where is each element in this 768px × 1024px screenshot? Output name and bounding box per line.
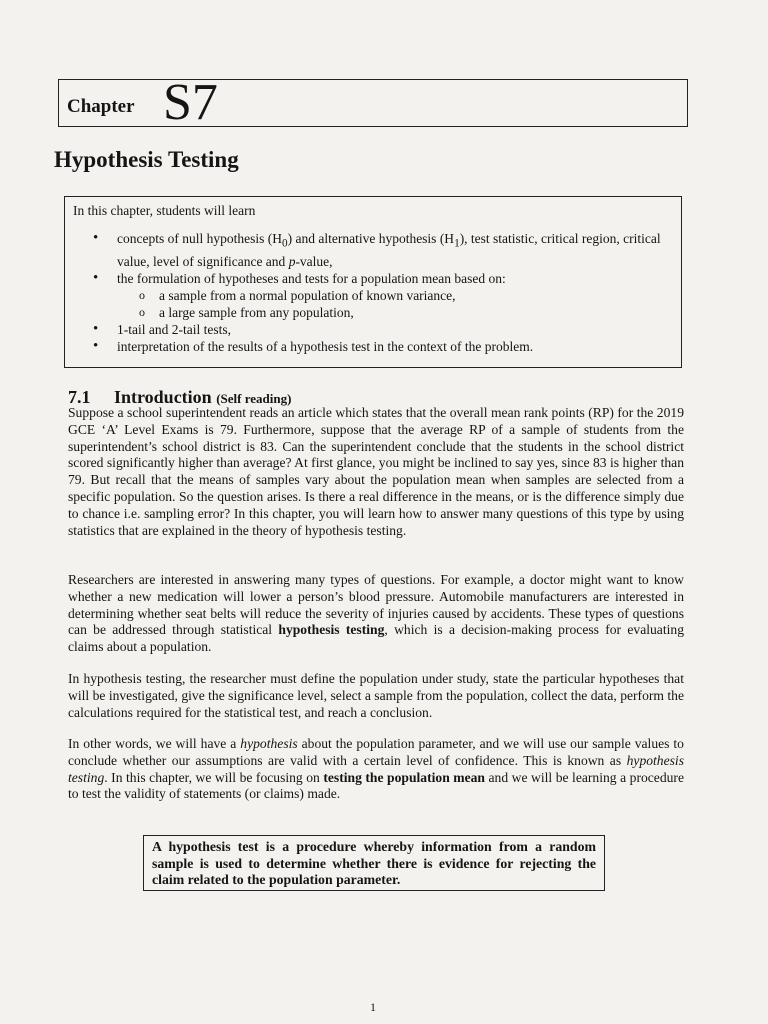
objective-text: ) and alternative hypothesis (H bbox=[287, 231, 455, 246]
paragraph-3: In hypothesis testing, the researcher must define the population under study, state the particular hypotheses that will be investigated, give the significance level, select a sample from the population, collect the data, perform the calculations required for the statistical test, and reach a conclusion. bbox=[68, 671, 684, 720]
italic-term: hypothesis testing bbox=[68, 752, 684, 785]
bold-term: hypothesis testing bbox=[278, 622, 385, 638]
section-note: (Self reading) bbox=[216, 391, 292, 406]
objective-item bbox=[89, 230, 674, 270]
learning-objectives-box bbox=[64, 196, 682, 368]
italic-p: p bbox=[288, 253, 296, 269]
subscript: 0 bbox=[281, 237, 288, 250]
text-run: . In this chapter, we will be focusing on bbox=[104, 769, 324, 785]
section-number: 7.1 bbox=[68, 387, 91, 407]
section-title: Introduction bbox=[114, 387, 212, 407]
text-run: and we will be learning a procedure to test the validity of statements (or claims) made. bbox=[68, 769, 684, 802]
objective-subitem: o a large sample from any population, bbox=[89, 304, 674, 321]
definition-box: A hypothesis test is a procedure whereby information from a random sample is used to determine whether there is evidence for rejecting the claim related to the population parameter. bbox=[143, 835, 605, 891]
paragraph-1: Suppose a school superintendent reads an article which states that the overall mean rank points (RP) for the 2019 GCE ‘A’ Level Exams is 79. Furthermore, suppose that the average RP of a sample of students from the superintendent’s school district is 83. Can the superintendent conclude that the students in the school district scored significantly higher than average? At first glance, you might be inclined to say yes, since 83 is higher than 79. But recall that the means of samples vary about the population mean when samples are selected from a specific population. So the question arises. Is there a real difference in the means, or is the difference simply due to chance i.e. sampling error? In this chapter, you will learn how to answer many questions of this type by using statistics that are explained in the theory of hypothesis testing. bbox=[68, 405, 684, 538]
objective-item: • interpretation of the results of a hypothesis test in the context of the problem. bbox=[89, 338, 674, 355]
subscript: 1 bbox=[454, 237, 460, 250]
bold-term: testing the population mean bbox=[323, 769, 485, 785]
objective-text: -value, bbox=[295, 253, 333, 269]
text-run: In other words, we will have a bbox=[68, 736, 241, 751]
chapter-number: S7 bbox=[163, 74, 218, 131]
paragraph-4 bbox=[68, 736, 684, 803]
chapter-label: Chapter bbox=[67, 96, 135, 117]
objective-item: • 1-tail and 2-tail tests, bbox=[89, 321, 674, 338]
objectives-list bbox=[89, 230, 674, 355]
italic-term: hypothesis bbox=[240, 736, 298, 751]
chapter-title: Hypothesis Testing bbox=[54, 147, 239, 172]
text-run: Researchers are interested in answering many types of questions. For example, a doctor might want to know whether a new medication will lower a person’s blood pressure. Automobile manufacturers are interested in determining whether seat belts will reduce the severity of injuries caused by accidents. These types of questions can be addressed through statistical bbox=[68, 572, 684, 638]
objective-text: concepts of null hypothesis (H bbox=[117, 231, 282, 246]
objective-subitem: o a sample from a normal population of known variance, bbox=[89, 287, 674, 304]
text-run: , which is a decision-making process for evaluating claims about a population. bbox=[68, 622, 684, 655]
page-number: 1 bbox=[370, 1000, 376, 1014]
objective-item: • the formulation of hypotheses and tests for a population mean based on: bbox=[89, 270, 674, 287]
text-run: about the population parameter, and we will use our sample values to conclude whether our assumptions are valid with a certain level of confidence. This is known as bbox=[68, 736, 684, 768]
objective-text: ), test statistic, critical region, critical value, level of significance and bbox=[117, 231, 661, 269]
chapter-header-box bbox=[58, 74, 688, 131]
objectives-intro: In this chapter, students will learn bbox=[73, 203, 256, 218]
paragraph-2 bbox=[68, 572, 684, 656]
